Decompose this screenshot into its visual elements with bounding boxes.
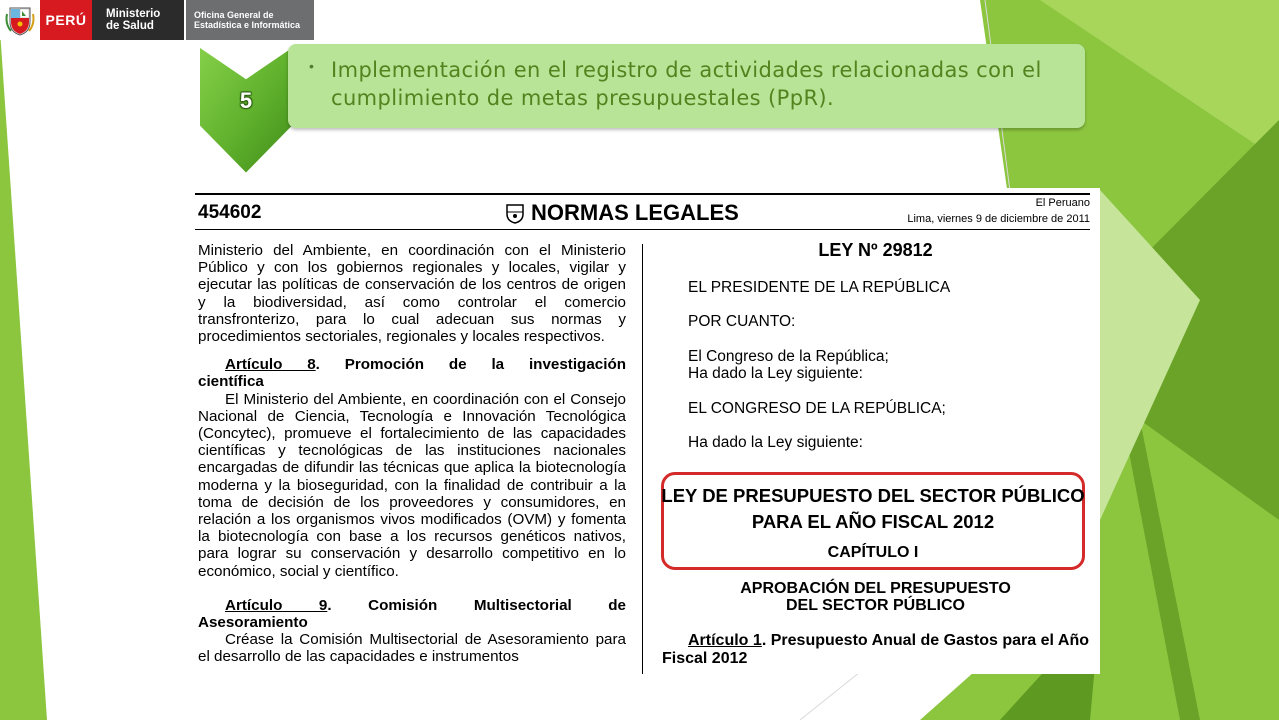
doc-right-column	[662, 242, 1089, 469]
step-description-box	[288, 44, 1085, 128]
chapter-heading: CAPÍTULO I	[827, 544, 919, 561]
office-line-1: Oficina General de	[194, 10, 274, 20]
doc-left-column	[198, 242, 626, 666]
coat-of-arms-icon	[0, 0, 40, 40]
law-number-title: LEY Nº 29812	[818, 240, 933, 260]
article-9-title-1: . Comisión Multisectorial de	[327, 596, 626, 614]
article-9-title-2: Asesoramiento	[198, 614, 308, 632]
article-8-title-2: científica	[198, 373, 264, 391]
office-line-2: Estadística e Informática	[194, 20, 301, 30]
step-description-text: Implementación en el registro de actividades relacionadas con el cumplimiento de metas presupuestales (PpR).	[331, 58, 1042, 110]
article-9-heading	[198, 597, 626, 614]
president-line: EL PRESIDENTE DE LA REPÚBLICA	[688, 278, 951, 296]
header-logos	[0, 0, 314, 40]
article-9-body: Créase la Comisión Multisectorial de Asesoramiento para el desarrollo de las capacidades e instrumentos	[198, 631, 626, 666]
ley-siguiente-line-2: Ha dado la Ley siguiente:	[688, 434, 863, 451]
legal-document-image	[195, 188, 1100, 674]
ministry-logo-box	[92, 0, 184, 40]
doc-publisher-info	[907, 195, 1090, 227]
office-logo-box	[186, 0, 314, 40]
bullet-icon: •	[309, 58, 314, 74]
ley-siguiente-line-1: Ha dado la Ley siguiente:	[688, 365, 863, 382]
article-8-heading	[198, 356, 626, 373]
article-8-label: Artículo 8	[225, 356, 316, 374]
doc-masthead-title: NORMAS LEGALES	[531, 200, 739, 225]
budget-law-title	[661, 483, 1085, 535]
approval-line-2: DEL SECTOR PÚBLICO	[786, 597, 965, 614]
doc-page-number: 454602	[198, 202, 262, 223]
congress-caps-line: EL CONGRESO DE LA REPÚBLICA;	[688, 399, 946, 417]
doc-header-rule	[195, 229, 1090, 230]
congress-line: El Congreso de la República;	[688, 347, 889, 365]
article-8-title-1: . Promoción de la investigación	[315, 356, 626, 374]
left-intro-paragraph: Ministerio del Ambiente, en coordinación con el Ministerio Público y con los gobiernos regionales y locales, vigilar y ejecutar las políticas de conservación de los centros de origen y la biodiversidad, así como controlar el comercio transfronterizo, para lo cual adecuan sus normas y procedimientos sectoriales, regionales y locales respectivos.	[198, 242, 626, 346]
budget-law-title-2: PARA EL AÑO FISCAL 2012	[751, 511, 995, 532]
article-1-text: . Presupuesto Anual de Gastos para el Año Fiscal 2012	[662, 632, 1089, 667]
approval-heading	[662, 580, 1089, 614]
approval-line-1: APROBACIÓN DEL PRESUPUESTO	[740, 580, 1011, 597]
article-8-body: El Ministerio del Ambiente, en coordinación con el Consejo Nacional de Ciencia, Tecnología e Innovación Tecnológica (Concytec), promueve el fortalecimiento de las capacidades científicas y tecnológicas de las instituciones nacionales encargadas de difundir las técnicas que aplica la biotecnología moderna y la bioseguridad, con la finalidad de contribuir a la toma de decisión de los proveedores y consumidores, en relación a los organismos vivos modificados (OVM) y fomenta la biotecnología con base a los recursos genéticos nativos, para lograr su conservación y desarrollo competitivo en lo económico, social y científico.	[198, 390, 626, 580]
article-9-label: Artículo 9	[225, 596, 328, 614]
ministry-line-2: de Salud	[106, 20, 154, 32]
por-cuanto-line: POR CUANTO:	[688, 313, 796, 330]
article-1-label: Artículo 1	[688, 632, 762, 649]
ministry-line-1: Ministerio	[106, 8, 161, 20]
left-green-stripe	[0, 30, 47, 720]
column-divider	[642, 244, 643, 674]
peru-shield-icon	[505, 202, 525, 224]
peru-label: PERÚ	[45, 12, 87, 28]
article-1-heading	[662, 632, 1089, 668]
doc-publisher: El Peruano	[1035, 197, 1090, 209]
doc-date: Lima, viernes 9 de diciembre de 2011	[907, 213, 1090, 225]
article-1-lead	[688, 632, 762, 649]
doc-masthead	[505, 200, 739, 226]
step-number: 5	[239, 88, 253, 113]
budget-law-title-1: LEY DE PRESUPUESTO DEL SECTOR PÚBLICO	[661, 485, 1085, 506]
peru-logo-box	[40, 0, 92, 40]
